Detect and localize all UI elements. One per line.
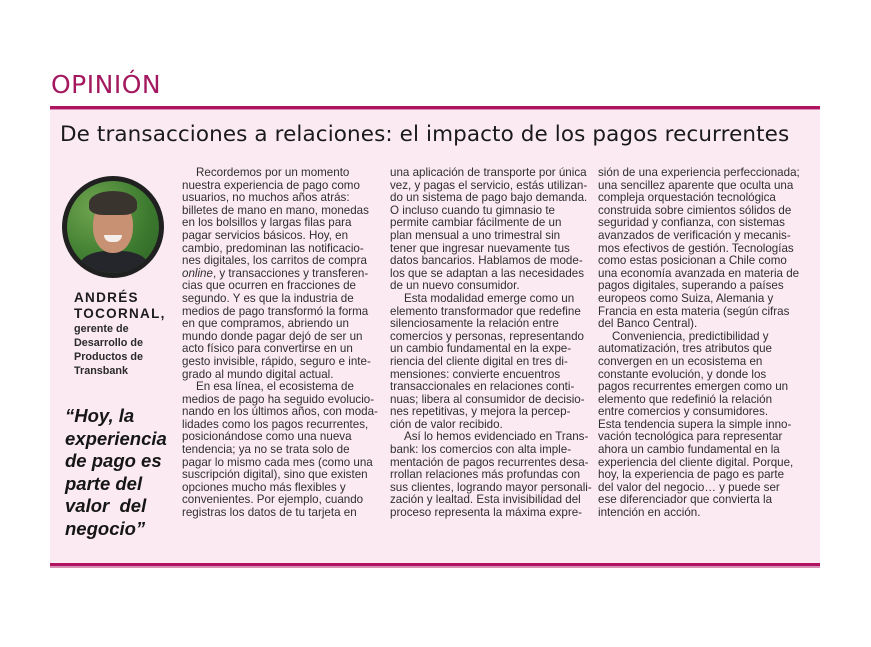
body-text-line: bank: los comercios con alta imple- — [390, 443, 572, 457]
body-text-line: constante evolución, y donde los — [598, 367, 767, 381]
portrait-background — [67, 181, 159, 273]
body-text-line: los que se adaptan a las necesidades — [390, 266, 585, 280]
pull-quote-line: parte del — [65, 472, 143, 494]
body-text-line: Francia en esta materia (según cifras — [598, 304, 790, 318]
body-text-line: nes digitales, los carritos de compra — [182, 254, 367, 268]
body-text-line: en que compramos, abriendo un — [182, 317, 349, 331]
body-text-line: opciones mucho más flexibles y — [182, 480, 346, 494]
body-text-line: zación y lealtad. Esta invisibilidad del — [390, 493, 581, 507]
body-text-line: tener que ingresar nuevamente tus — [390, 241, 570, 255]
body-text-line: pagos recurrentes emergen como un — [598, 380, 789, 394]
body-text-line: experiencia del cliente digital. Porque, — [598, 455, 794, 469]
body-text-line: ción de valor recibido. — [390, 417, 503, 431]
body-text-line: nes repetitivas, y mejora la percep- — [390, 405, 571, 419]
body-text-line: lidades como los pagos recurrentes, — [182, 417, 369, 431]
body-text-line: sus clientes, logrando mayor personali- — [390, 480, 592, 494]
body-text-line: elemento transformador que redefine — [390, 304, 581, 318]
body-text-line: una aplicación de transporte por única — [390, 166, 587, 179]
section-label: OPINIÓN — [51, 70, 162, 99]
body-text-line: Así lo hemos evidenciado en Trans- — [404, 430, 589, 444]
body-text-line: suscripción digital), sino que existen — [182, 468, 368, 482]
body-text-line: registras los datos de tu tarjeta en — [182, 506, 357, 520]
body-column-2 — [390, 167, 600, 520]
body-text-line: tendencia; ya no se trata solo de — [182, 443, 350, 457]
body-text-line: nando en los últimos años, con moda- — [182, 405, 378, 419]
author-role-line: Productos de — [74, 351, 143, 363]
body-text-line: O incluso cuando tu gimnasio te — [390, 203, 555, 217]
body-text-line: riencia del cliente digital en tres di- — [390, 354, 568, 368]
body-text-line: Esta modalidad emerge como un — [404, 291, 575, 305]
body-text-line: plan mensual a uno trimestral sin — [390, 228, 561, 242]
body-text-line: datos bancarios. Hablamos de mode- — [390, 254, 583, 268]
author-name — [74, 290, 166, 322]
body-text-line: billetes de mano en mano, monedas — [182, 203, 369, 217]
body-text-line: una economía avanzada en materia de — [598, 266, 800, 280]
body-text-line: silenciosamente la relación entre — [390, 317, 559, 331]
body-text-line: proceso representa la máxima expre- — [390, 506, 583, 520]
body-text-line: nuestra experiencia de pago como — [182, 178, 360, 192]
body-text-line: una sencillez aparente que oculta una — [598, 178, 794, 192]
bottom-rule-shadow — [50, 566, 820, 568]
body-column-3 — [598, 167, 808, 520]
body-text-line: pagar servicios básicos. Hoy, en — [182, 228, 349, 242]
body-text-line: mos efectivos de gestión. Tecnologías — [598, 241, 794, 255]
pull-quote-line: valor del — [65, 495, 147, 516]
body-text-line: un cambio fundamental en la expe- — [390, 342, 572, 356]
body-text-line: medios de pago transformó la forma — [182, 304, 369, 318]
body-text-line: comercios y personas, representando — [390, 329, 584, 343]
author-role-line: Transbank — [74, 365, 129, 377]
body-text-line: mensiones: convierte encuentros — [390, 367, 561, 381]
body-text-line: rrollan relaciones más profundas con — [390, 468, 581, 482]
body-text-line: acto físico para convertirse en un — [182, 342, 353, 356]
body-text-line: mundo donde pagar dejó de ser un — [182, 329, 363, 343]
body-text-line: pagos digitales, superando a países — [598, 279, 784, 293]
body-text-line: en los bolsillos y largas filas para — [182, 216, 352, 230]
body-text-line: segundo. Y es que la industria de — [182, 291, 354, 305]
body-text-line: intención en acción. — [598, 506, 701, 520]
body-text-line: mentación de pagos recurrentes desa- — [390, 455, 589, 469]
body-text-line: vez, y pagas el servicio, estás utilizan- — [390, 178, 588, 192]
body-text-line: hoy, la experiencia de pago es parte — [598, 468, 785, 482]
body-text-line: avanzados de verificación y mecanis- — [598, 228, 791, 242]
body-text-line: compleja orquestación tecnológica — [598, 191, 776, 205]
pull-quote-line: negocio” — [65, 517, 146, 539]
body-text-line: sión de una experiencia perfeccionada; — [598, 166, 800, 179]
body-text-line: gesto invisible, rápido, seguro e inte- — [182, 354, 371, 368]
portrait-shirt — [79, 251, 149, 273]
body-text-line: vación tecnológica para representar — [598, 430, 783, 444]
body-text-line: de un nuevo consumidor. — [390, 279, 520, 293]
body-text-line: del Banco Central). — [598, 317, 698, 331]
body-text-line: nuas; libera al consumidor de decisio- — [390, 392, 585, 406]
pull-quote-line: experiencia — [65, 427, 167, 449]
body-text-line: En esa línea, el ecosistema de — [196, 380, 354, 394]
body-text-line: do un sistema de pago bajo demanda. — [390, 191, 588, 205]
body-text-line: Recordemos por un momento — [196, 166, 350, 179]
body-text-line: convergen en un ecosistema en — [598, 354, 763, 368]
author-portrait-icon — [62, 176, 164, 278]
body-text-line: Conveniencia, predictibilidad y — [612, 329, 769, 343]
body-text-line: pagar lo mismo cada mes (como una — [182, 455, 373, 469]
body-text-line: cias que ocurren en fracciones de — [182, 279, 357, 293]
body-text-line: europeos como Suiza, Alemania y — [598, 291, 774, 305]
body-text-line: cambio, predominan las notificacio- — [182, 241, 364, 255]
body-text-line: convenientes. Por ejemplo, cuando — [182, 493, 364, 507]
body-text-line: grado al mundo digital actual. — [182, 367, 334, 381]
body-text-line: permite cambiar fácilmente de un — [390, 216, 562, 230]
author-name-line: ANDRÉS — [74, 290, 139, 305]
pull-quote — [65, 405, 185, 540]
body-column-1 — [182, 167, 392, 520]
body-text-line: como estas posicionan a Chile como — [598, 254, 787, 268]
body-text-line: posicionándose como una nueva — [182, 430, 352, 444]
author-role-line: gerente de — [74, 323, 129, 335]
body-text-line: ese diferenciador que convierta la — [598, 493, 773, 507]
body-text-line: elemento que redefinió la relación — [598, 392, 773, 406]
pull-quote-line: de pago es — [65, 450, 162, 471]
headline: De transacciones a relaciones: el impacto de los pagos recurrentes — [60, 122, 790, 147]
body-text-line: construida sobre cimientos sólidos de — [598, 203, 792, 217]
author-name-line: TOCORNAL, — [74, 306, 166, 321]
body-text-line: ahora un cambio fundamental en la — [598, 443, 780, 457]
body-text-line: usuarios, no muchos años atrás: — [182, 191, 350, 205]
author-role — [74, 322, 143, 378]
body-text-line: seguridad y confianza, con sistemas — [598, 216, 785, 230]
body-text-line: transaccionales en relaciones conti- — [390, 380, 575, 394]
body-text-line: online, y transacciones y transferen- — [182, 266, 369, 280]
author-role-line: Desarrollo de — [74, 337, 144, 349]
body-text-line: entre comercios y consumidores. — [598, 405, 769, 419]
body-text-line: automatización, tres atributos que — [598, 342, 773, 356]
portrait-hair — [89, 191, 137, 215]
body-text-line: del valor del negocio… y puede ser — [598, 480, 780, 494]
body-text-line: Esta tendencia supera la simple inno- — [598, 417, 792, 431]
body-text-line: medios de pago ha seguido evolucio- — [182, 392, 375, 406]
pull-quote-line: “Hoy, la — [65, 405, 135, 426]
